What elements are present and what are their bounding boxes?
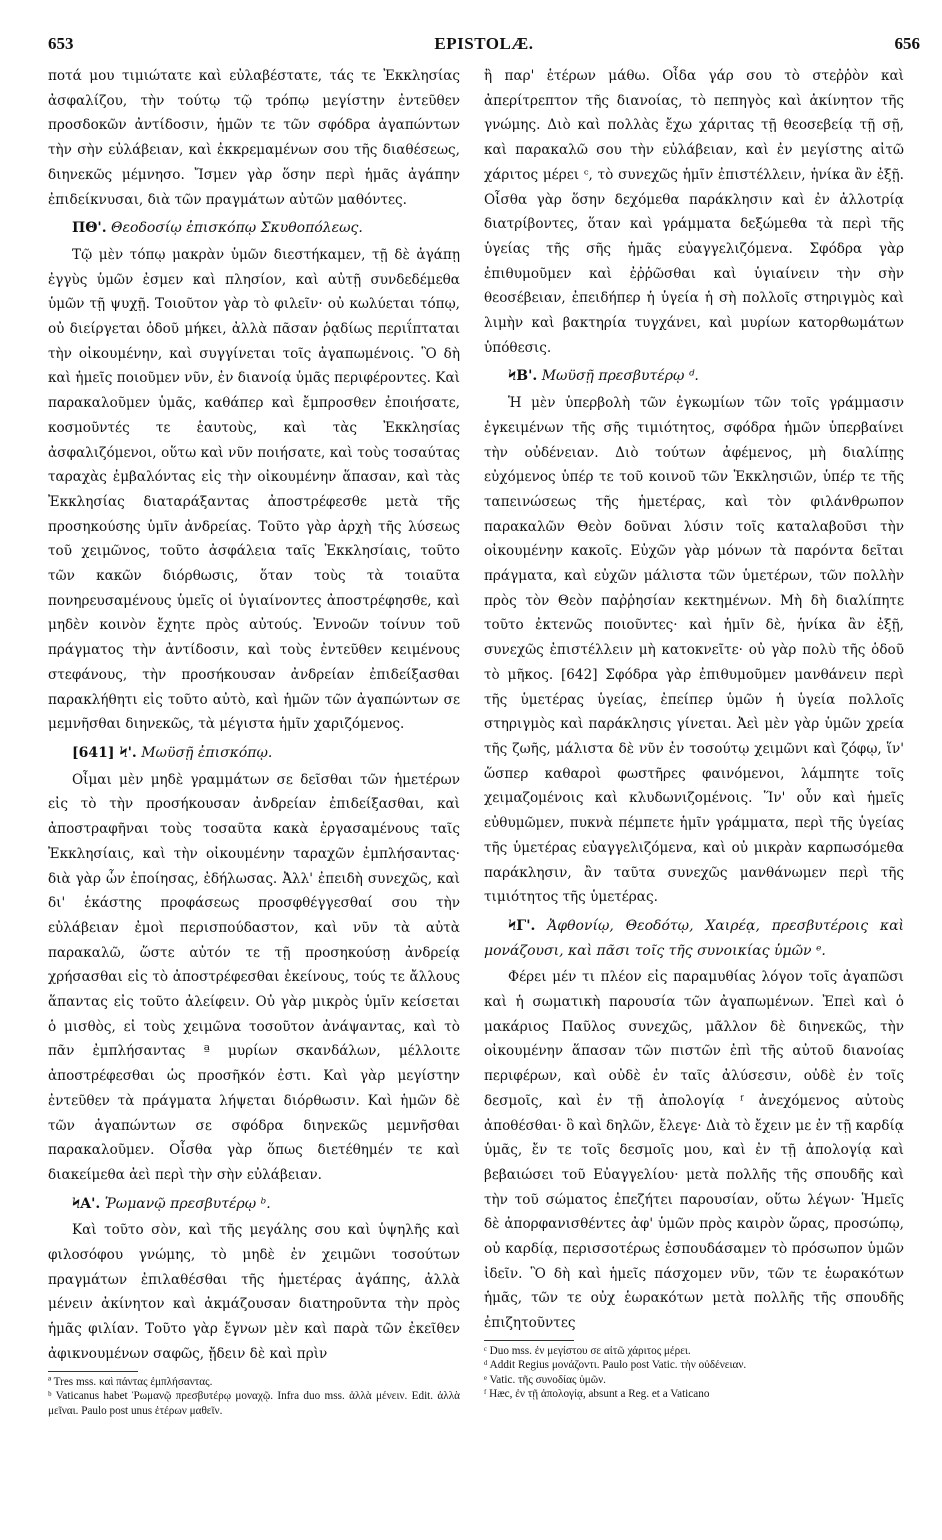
paragraph: Τῷ μὲν τόπῳ μακρὰν ὑμῶν διεστήκαμεν, τῇ δὲ ἀγάπῃ ἐγγὺς ὑμῶν ἐσμεν καὶ πλησίον, καὶ αὐτῇ συνδεδέμεθα ὑμῶν τῇ ψυχῇ. Τοιοῦτον γὰρ τὸ φιλεῖν· οὐ κωλύεται τόπῳ, οὐ διείργεται ὁδοῦ μήκει, ἀλλὰ πᾶσαν ῥᾳδίως περιΐπταται τὴν οἰκουμένην, καὶ συγγίνεται τοῖς ἀγαπωμένοις. Ὃ δὴ καὶ ἡμεῖς ποιοῦμεν νῦν, ἐν διανοίᾳ ὑμᾶς περιφέροντες. Καὶ παρακαλοῦμεν ὑμᾶς, καθάπερ καὶ ἔμπροσθεν ἐποιήσατε, κοσμοῦντές τε ἑαυτοὺς, καὶ τὰς Ἐκκλησίας ἀσφαλιζόμενοι, οὕτω καὶ νῦν ποιήσατε, καὶ τοὺς τοσαύτας ταραχὰς ἐμβαλόντας εἰς τὴν οἰκουμένην ἅπασαν, καὶ τὰς Ἐκκλησίας διαταράξαντας ἀποστρέφεσθε μετὰ τῆς προσηκούσης ὑμῖν ἀνδρείας. Τοῦτο γὰρ ἀρχὴ τῆς λύσεως τοῦ χειμῶνος, τοῦτο ἀσφάλεια ταῖς Ἐκκλησίαις, τοῦτο τῶν κακῶν διόρθωσις, ὅταν τοὺς τὰ τοιαῦτα πονηρευσαμένους ὑμεῖς οἱ ὑγιαίνοντες ἀποστρέφησθε, καὶ μηδὲν κοινὸν ἔχητε πρὸς αὐτούς. Ἐννοῶν τοίνυν τοῦ πράγματος τὴν ἀντίδοσιν, καὶ τοὺς ἐντεῦθεν κειμένους στεφάνους, τὴν προσήκουσαν ἀνδρείαν ἐπιδείξασθαι παρακλήθητι εἰς τοῦτο αὐτὸ, καὶ ἡμῶν τῶν ἀγαπώντων σε μεμνῆσθαι διηνεκῶς, τὰ μέγιστα ἡμῖν χαριζόμενος.: [48, 246, 460, 733]
left-column: [48, 64, 460, 1418]
footnote: ᶜ Duo mss. ἐν μεγίστου σε αἰτῶ χάριτος μέρει.: [484, 1344, 691, 1357]
footnote: ᶠ Hæc, ἐν τῇ ἀπολογίᾳ, absunt a Reg. et a Vaticano: [484, 1388, 710, 1401]
letter-number: ϞΒ'.: [508, 368, 538, 385]
paragraph: Καὶ τοῦτο σὸν, καὶ τῆς μεγάλης σου καὶ ὑψηλῆς καὶ φιλοσόφου γνώμης, τὸ μηδὲ ἐν χειμῶνι τοσούτων πραγμάτων ἐπιλαθέσθαι τῆς ἡμετέρας ἀγάπης, ἀλλὰ μένειν ἀκίνητον καὶ ἀκμάζουσαν διατηροῦντα τὴν πρὸς ἡμᾶς φιλίαν. Τοῦτο γὰρ ἔγνων μὲν καὶ παρὰ τῶν ἐκεῖθεν ἀφικνουμένων σαφῶς, ᾔδειν δὲ καὶ πρὶν: [48, 1222, 460, 1362]
footnote: ᵈ Addit Regius μονάζοντι. Paulo post Vatic. τὴν οὐδένειαν.: [484, 1359, 747, 1372]
letter-addressee: Ἀφθονίῳ, Θεοδότῳ, Χαιρέᾳ, πρεσβυτέροις καὶ μονάζουσι, καὶ πᾶσι τοῖς τῆς συνοικίας ὑμῶν ᵉ.: [484, 917, 905, 959]
paragraph: ποτά μου τιμιώτατε καὶ εὐλαβέστατε, τάς τε Ἐκκλησίας ἀσφαλίζου, τὴν τούτῳ τῷ τρόπῳ μεγίστην ἐντεῦθεν προσδοκῶν ἀντίδοσιν, ἡμῶν τε τῶν σφόδρα ἀγαπώντων τὴν σὴν εὐλάβειαν, καὶ ἐκκρεμαμένων σου τῆς διαθέσεως, διηνεκῶς μέμνησο. Ἴσμεν γὰρ ὅσην περὶ ἡμᾶς ἀγάπην ἐπιδείκνυσαι, διὰ τῶν πραγμάτων αὐτῶν μαθόντες.: [48, 68, 460, 208]
page-number-right: 656: [894, 34, 920, 53]
letter-heading: [484, 914, 904, 963]
letter-addressee: Θεοδοσίῳ ἐπισκόπῳ Σκυθοπόλεως.: [111, 220, 363, 237]
letter-heading: [48, 216, 460, 241]
letter-number: ϞΓ'.: [508, 917, 536, 934]
paragraph: Φέρει μέν τι πλέον εἰς παραμυθίας λόγον τοῖς ἀγαπῶσι καὶ ἡ σωματικὴ παρουσία τῶν ἀγαπωμένων. Ἐπεὶ καὶ ὁ μακάριος Παῦλος συνεχῶς, μᾶλλον δὲ διηνεκῶς, τὴν οἰκουμένην ἅπασαν τῶν πιστῶν ἐπὶ τῆς αὐτοῦ διανοίας περιφέρων, καὶ οὐδὲ ἐν ταῖς ἀλύσεσιν, οὐδὲ ἐν τοῖς δεσμοῖς, καὶ ἐν τῇ ἀπολογίᾳ ᶠ ἀνεχόμενος αὐτοὺς ἀποθέσθαι· ὃ καὶ δηλῶν, ἔλεγε· Διὰ τὸ ἔχειν με ἐν τῇ καρδίᾳ ὑμᾶς, ἔν τε τοῖς δεσμοῖς μου, καὶ ἐν τῇ ἀπολογίᾳ καὶ βεβαιώσει τοῦ Εὐαγγελίου· μετὰ πολλῆς τῆς σπουδῆς καὶ τὴν τοῦ σώματος ἐπεζήτει παρουσίαν, οὕτω λέγων· Ἡμεῖς δὲ ἀπορφανισθέντες ἀφ' ὑμῶν πρὸς καιρὸν ὥρας, προσώπῳ, οὐ καρδίᾳ, περισσοτέρως ἐσπουδάσαμεν τὸ πρόσωπον ὑμῶν ἰδεῖν. Ὃ δὴ καὶ ἡμεῖς πάσχομεν νῦν, τῶν τε ἑωρακότων ἡμᾶς, τῶν τε οὐχ ἑωρακότων μετὰ πολλῆς τῆς σπουδῆς ἐπιζητοῦντες: [484, 969, 904, 1332]
paragraph: Οἶμαι μὲν μηδὲ γραμμάτων σε δεῖσθαι τῶν ἡμετέρων εἰς τὸ τὴν προσήκουσαν ἀνδρείαν ἐπιδείξασθαι, καὶ ἀποστραφῆναι τοὺς τοσαῦτα κακὰ ἐργασαμένους ταῖς Ἐκκλησίαις, καὶ τὴν οἰκουμένην ταραχῶν ἐμπλήσαντας· διὰ γὰρ ὧν ἐποίησας, ἐδήλωσας. Ἀλλ' ἐπειδὴ συνεχῶς, καὶ δι' ἑκάστης προφάσεως προσφθέγγεσθαί σου τὴν εὐλάβειαν ἐμοὶ περισπούδαστον, καὶ νῦν τὰ αὐτὰ παρακαλῶ, ὥστε αὐτόν τε τῇ προσηκούσῃ ἀνδρείᾳ χρήσασθαι εἰς τὸ ἀποστρέφεσθαι ἐκείνους, τούς τε ἄλλους ἅπαντας εἰς τοῦτο ἀλείφειν. Οὐ γὰρ μικρὸς ὑμῖν κείσεται ὁ μισθὸς, εἰ τοὺς χειμῶνα τοσοῦτον ἀνάψαντας, καὶ τὸ πᾶν ἐμπλήσαντας ª μυρίων σκανδάλων, μέλλοιτε ἀποστρέφεσθαι ὡς προσῆκόν ἐστι. Καὶ γὰρ μεγίστην ἐντεῦθεν τὰ πράγματα λήψεται διόρθωσιν. Καὶ ἡμῶν δὲ τῶν ἀγαπώντων σε σφόδρα διηνεκῶς μεμνῆσθαι παρακαλοῦμεν. Οἶσθα γὰρ ὅπως διετέθημέν τε καὶ διακείμεθα ἀεὶ περὶ τὴν σὴν εὐλάβειαν.: [48, 771, 460, 1183]
letter-number: ΠΘ'.: [72, 220, 107, 237]
footnote-divider: [484, 1340, 574, 1341]
letter-number: [641] Ϟ'.: [72, 744, 137, 761]
footnote: ᵉ Vatic. τῆς συνοδίας ὑμῶν.: [484, 1373, 606, 1386]
footnote: ª Tres mss. καὶ πάντας ἐμπλήσαντας.: [48, 1375, 213, 1388]
letter-number: ϞΑ'.: [72, 1195, 101, 1212]
paragraph: Ἡ μὲν ὑπερβολὴ τῶν ἐγκωμίων τῶν τοῖς γράμμασιν ἐγκειμένων τῆς σῆς τιμιότητος, σφόδρα ἡμῶν ὑπερβαίνει τὴν οὐδένειαν. Διὸ τούτων ἀφέμενος, μὴ διαλίπῃς εὐχόμενος ὑπέρ τε τοῦ κοινοῦ τῶν Ἐκκλησιῶν, ὑπέρ τε τῆς ταπεινώσεως τῆς ἡμετέρας, καὶ τὸν φιλάνθρωπον παρακαλῶν Θεὸν δοῦναι λύσιν τοῖς καταλαβοῦσι τὴν οἰκουμένην κακοῖς. Εὐχῶν γὰρ μόνων τὰ παρόντα δεῖται πράγματα, καὶ εὐχῶν μάλιστα τῶν ὑμετέρων, τῶν πολλὴν πρὸς τὸν Θεὸν παῤῥησίαν κεκτημένων. Μὴ δὴ διαλίπητε τοῦτο ἐκτενῶς ποιοῦντες· καὶ ἡμῖν δὲ, ἡνίκα ἂν ἐξῇ, συνεχῶς ἐπιστέλλειν μὴ κατοκνεῖτε· οὐ γὰρ πολὺ τῆς ὁδοῦ τὸ μῆκος. [642] Σφόδρα γὰρ ἐπιθυμοῦμεν μανθάνειν περὶ τῆς ὑμετέρας ὑγείας, ἐπείπερ ὑμῶν ἡ ὑγεία πολλοῖς στηριγμὸς καὶ παράκλησις γίνεται. Ἀεὶ μὲν γὰρ ὑμῶν χρεία τῆς ζωῆς, μάλιστα δὲ νῦν ἐν τοσούτῳ χειμῶνι καὶ ζόφῳ, ἵν' ὥσπερ καθαροὶ φωστῆρες φαινόμενοι, λάμπητε τοῖς χειμαζομένοις καὶ κλυδωνιζομένοις. Ἵν' οὖν καὶ ἡμεῖς εὐθυμῶμεν, πυκνὰ πέμπετε ἡμῖν γράμματα, περὶ τῆς ὑγείας τῆς ὑμετέρας εὐαγγελιζόμενα, καὶ οὐ μικρὰν καρπωσόμεθα παράκλησιν, ἂν ταῦτα συνεχῶς μανθάνωμεν περὶ τῆς τιμιότητος τῆς ὑμετέρας.: [484, 395, 904, 906]
running-title: EPISTOLÆ.: [434, 34, 534, 53]
letter-heading: [484, 364, 904, 389]
letter-addressee: Μωϋσῇ ἐπισκόπῳ.: [141, 744, 273, 761]
page-header: [48, 34, 920, 58]
paragraph: ἢ παρ' ἑτέρων μάθω. Οἶδα γάρ σου τὸ στεῤῥὸν καὶ ἀπερίτρεπτον τῆς διανοίας, τὸ πεπηγὸς καὶ ἀκίνητον τῆς γνώμης. Διὸ καὶ πολλὰς ἔχω χάριτας τῇ θεοσεβείᾳ τῇ σῇ, καὶ παρακαλῶ σου τὴν εὐλάβειαν, καὶ ἐν μεγίστης αἰτῶ χάριτος μέρει ᶜ, τὸ συνεχῶς ἡμῖν ἐπιστέλλειν, ἡνίκα ἂν ἐξῇ. Οἶσθα γὰρ ὅσην δεχόμεθα παράκλησιν καὶ ἐν ἀλλοτρίᾳ διατρίβοντες, ὅταν καὶ γράμματα δεξώμεθα τὰ περὶ τῆς ὑγείας τῆς σῆς ἡμᾶς εὐαγγελιζόμενα. Σφόδρα γὰρ ἐπιθυμοῦμεν καὶ ἐῤῥῶσθαι καὶ ὑγιαίνειν τὴν σὴν θεοσέβειαν, ἐπειδήπερ ἡ ὑγεία ἡ σὴ πολλοῖς στηριγμὸς καὶ λιμὴν καὶ βακτηρία τυγχάνει, καὶ μυρίων κατορθωμάτων ὑπόθεσις.: [484, 68, 904, 356]
letter-heading: [48, 741, 460, 766]
right-column: [484, 64, 904, 1402]
footnote: ᵇ Vaticanus habet Ῥωμανῷ πρεσβυτέρῳ μοναχῷ. Infra duo mss. ἀλλὰ μένειν. Edit. ἀλλὰ μεῖναι. Paulo post unus ἑτέρων μαθεῖν.: [48, 1390, 460, 1417]
footnote-divider: [48, 1371, 138, 1372]
letter-heading: [48, 1192, 460, 1217]
page-number-left: 653: [48, 34, 74, 53]
letter-addressee: Ῥωμανῷ πρεσβυτέρῳ ᵇ.: [104, 1195, 271, 1212]
letter-addressee: Μωϋσῇ πρεσβυτέρῳ ᵈ.: [541, 368, 699, 385]
